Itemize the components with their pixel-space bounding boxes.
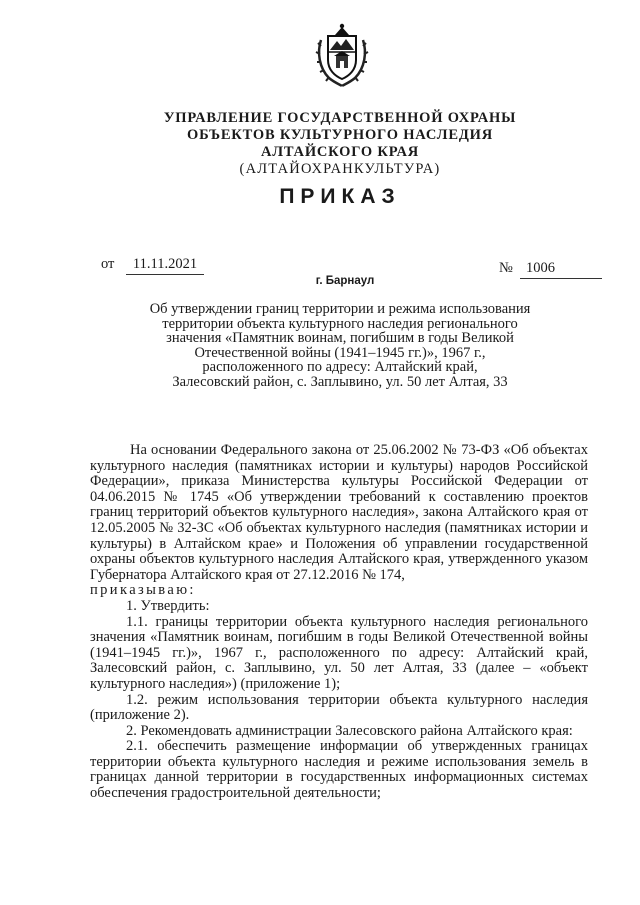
- org-short-name: (АЛТАЙОХРАНКУЛЬТУРА): [239, 161, 441, 177]
- item-2: 2. Рекомендовать администрации Залесовского района Алтайского края:: [126, 722, 573, 739]
- document-date: 11.11.2021: [126, 256, 204, 275]
- number-prefix: №: [499, 260, 513, 276]
- org-name-line-3: АЛТАЙСКОГО КРАЯ: [260, 144, 420, 160]
- date-prefix: от: [101, 256, 115, 272]
- subject-line: территории объекта культурного наследия регионального: [162, 315, 518, 332]
- org-name-line-2: ОБЪЕКТОВ КУЛЬТУРНОГО НАСЛЕДИЯ: [187, 127, 493, 143]
- subject-line: значения «Памятник воинам, погибшим в годы Великой: [166, 330, 514, 346]
- document-number: 1006: [520, 260, 602, 279]
- preamble-paragraph: На основании Федерального закона от 25.06.2002 № 73-ФЗ «Об объектах культурного наследия (памятниках истории и культуры) народов Российской Федерации», приказа Министерства культуры Российской Федерации от 04.06.2015 № 1745 «Об утверждении требований к составлению проектов границ территорий объектов культурного наследия», закона Алтайского края от 12.05.2005 № 32-ЗС «Об объектах культурного наследия (памятниках истории и культуры) в Алтайском крае» и Положения об управлении государственной охраны объектов культурного наследия Алтайского края, утвержденного указом Губернатора Алтайского края от 27.12.2016 № 174,: [90, 442, 588, 583]
- order-subject: [120, 302, 560, 389]
- item-2-1: 2.1. обеспечить размещение информации об утвержденных границах территории объекта культурного наследия и режиме использования земель в границах данной территории в государственных информационных системах обеспечения градостроительной деятельности;: [90, 738, 588, 802]
- subject-line: Залесовский район, с. Заплывино, ул. 50 лет Алтая, 33: [172, 373, 508, 390]
- item-1-1: 1.1. границы территории объекта культурного наследия регионального значения «Памятник воинам, погибшим в годы Великой Отечественной войны (1941–1945 гг.)», 1967 г., расположенного по адресу: Алтайский край, Залесовский район, с. Заплывино, ул. 50 лет Алтая, 33 (далее – «объект культурного наследия») (приложение 1);: [90, 613, 588, 692]
- item-1-2: 1.2. режим использования территории объекта культурного наследия (приложение 2).: [90, 691, 588, 724]
- city-label: г. Барнаул: [315, 275, 375, 287]
- subject-line: расположенного по адресу: Алтайский край,: [202, 359, 478, 375]
- item-1: 1. Утвердить:: [126, 597, 210, 614]
- subject-line: Отечественной войны (1941–1945 гг.)», 1967 г.,: [194, 344, 486, 361]
- order-word: приказываю:: [90, 582, 196, 599]
- order-body: [90, 443, 588, 802]
- document-title: ПРИКАЗ: [279, 185, 401, 208]
- org-name-line-1: УПРАВЛЕНИЕ ГОСУДАРСТВЕННОЙ ОХРАНЫ: [163, 110, 517, 126]
- subject-line: Об утверждении границ территории и режима использования: [149, 301, 531, 317]
- coat-of-arms-icon: [315, 22, 369, 88]
